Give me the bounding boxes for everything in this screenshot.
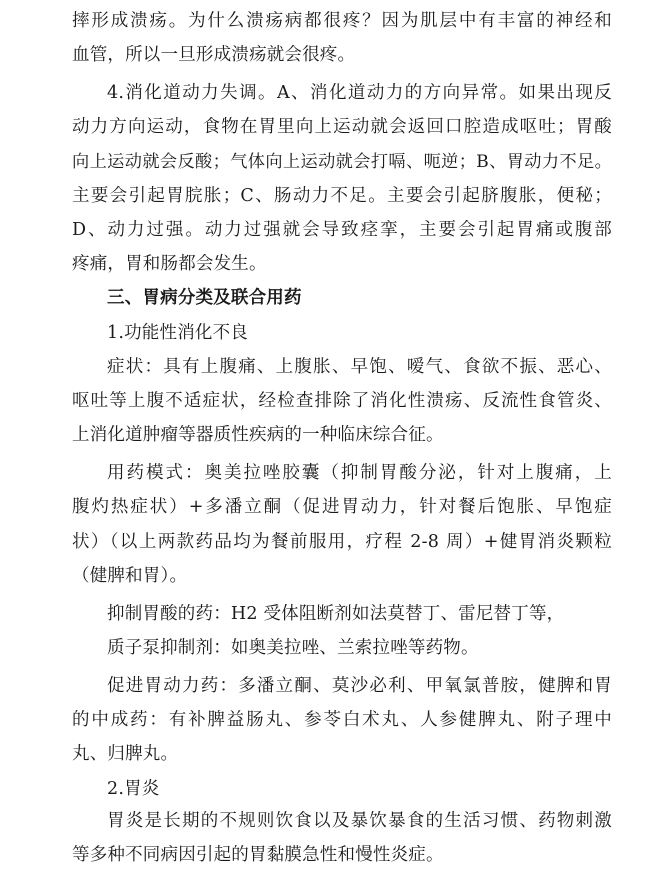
text-line-19: 质子泵抑制剂：如奥美拉唑、兰索拉唑等药物。 <box>107 637 479 658</box>
text-line-4: 动力方向运动，食物在胃里向上运动就会返回口腔造成呕吐；胃酸 <box>72 117 612 138</box>
text-line-14: 用药模式：奥美拉唑胶囊（抑制胃酸分泌，针对上腹痛，上 <box>107 463 612 484</box>
text-line-2: 血管，所以一旦形成溃疡就会很疼。 <box>72 45 356 66</box>
text-line-7: D、动力过强。动力过强就会导致痉挛，主要会引起胃痛或腹部 <box>72 220 612 240</box>
section-heading: 三、胃病分类及联合用药 <box>107 288 302 309</box>
text-line-24: 胃炎是长期的不规则饮食以及暴饮暴食的生活习惯、药物刺激 <box>107 810 612 831</box>
text-line-16: 状）（以上两款药品均为餐前服用，疗程 2-8 周）+健胃消炎颗粒 <box>72 531 612 552</box>
subsection-heading-1: 1.功能性消化不良 <box>107 322 248 343</box>
text-line-5: 向上运动就会反酸；气体向上运动就会打嗝、呃逆；B、胃动力不足。 <box>72 151 612 172</box>
text-line-25: 等多种不同病因引起的胃黏膜急性和慢性炎症。 <box>72 845 444 865</box>
text-line-18: 抑制胃酸的药：H2 受体阻断剂如法莫替丁、雷尼替丁等， <box>107 603 565 624</box>
text-line-11: 症状：具有上腹痛、上腹胀、早饱、嗳气、食欲不振、恶心、 <box>107 356 612 377</box>
text-line-13: 上消化道肿瘤等器质性疾病的一种临床综合征。 <box>72 425 444 446</box>
text-line-20: 促进胃动力药：多潘立酮、莫沙必利、甲氧氯普胺，健脾和胃 <box>107 675 612 696</box>
text-line-6: 主要会引起胃脘胀；C、肠动力不足。主要会引起脐腹胀，便秘； <box>72 185 612 206</box>
text-line-8: 疼痛，胃和肠都会发生。 <box>72 254 267 275</box>
text-line-17: （健脾和胃）。 <box>72 565 188 586</box>
text-line-21: 的中成药：有补脾益肠丸、参苓白术丸、人参健脾丸、附子理中 <box>72 710 612 731</box>
text-line-22: 丸、归脾丸。 <box>72 744 179 765</box>
text-line-12: 呕吐等上腹不适症状，经检查排除了消化性溃疡、反流性食管炎、 <box>72 391 612 411</box>
text-line-3: 4.消化道动力失调。A、消化道动力的方向异常。如果出现反 <box>107 83 612 104</box>
text-line-15: 腹灼热症状）+多潘立酮（促进胃动力，针对餐后饱胀、早饱症 <box>72 497 612 518</box>
text-line-1: 摔形成溃疡。为什么溃疡病都很疼？因为肌层中有丰富的神经和 <box>72 11 612 31</box>
subsection-heading-2: 2.胃炎 <box>107 778 160 799</box>
